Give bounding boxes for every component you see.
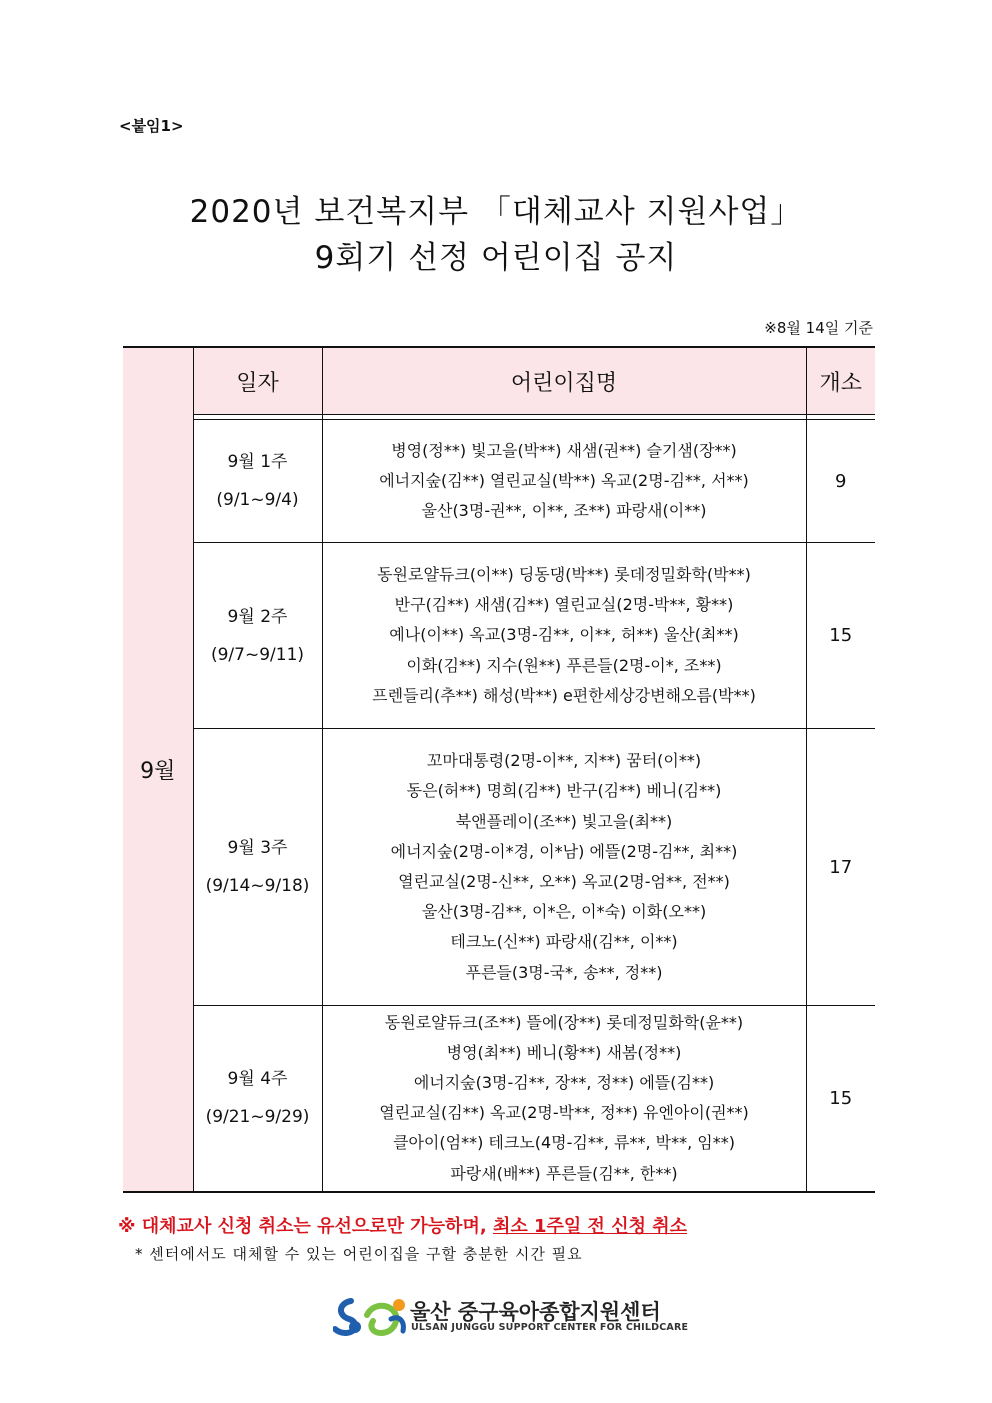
name-line: 동원로얄듀크(조**) 뜰에(장**) 롯데정밀화학(윤**)	[384, 1012, 744, 1032]
name-line: 울산(3명-권**, 이**, 조**) 파랑새(이**)	[421, 501, 707, 521]
center-name: 울산 중구육아종합지원센터	[410, 1300, 661, 1324]
name-line: 병영(정**) 빛고을(박**) 새샘(권**) 슬기샘(장**)	[391, 440, 737, 460]
name-line: 열린교실(김**) 옥교(2명-박**, 정**) 유엔아이(권**)	[379, 1103, 749, 1123]
center-name-english: ULSAN JUNGGU SUPPORT CENTER FOR CHILDCARE	[411, 1322, 689, 1333]
name-line: 예나(이**) 옥교(3명-김**, 이**, 허**) 울산(최**)	[389, 625, 739, 645]
name-line: 열린교실(2명-신**, 오**) 옥교(2명-엄**, 전**)	[398, 872, 730, 891]
name-line: 푸른들(3명-국*, 송**, 정**)	[465, 962, 663, 982]
daycare-names	[322, 420, 806, 543]
name-line: 프렌들리(추**) 해성(박**) e편한세상강변해오름(박**)	[372, 685, 756, 705]
reference-mark: ※	[118, 1216, 136, 1237]
name-line: 병영(최**) 베니(황**) 새봄(정**)	[446, 1042, 682, 1062]
week-label: 9월 1주	[227, 452, 288, 472]
table-row	[123, 1006, 875, 1192]
header-name: 어린이집명	[322, 347, 806, 415]
name-line: 에너지숲(2명-이*경, 이*남) 에뜰(2명-김**, 최**)	[390, 841, 738, 861]
name-line: 동원로얄듀크(이**) 딩동댕(박**) 롯데정밀화학(박**)	[377, 564, 751, 584]
name-line: 에너지숲(김**) 열린교실(박**) 옥교(2명-김**, 서**)	[379, 470, 749, 490]
name-line: 파랑새(배**) 푸른들(김**, 한**)	[450, 1163, 678, 1183]
week-cell	[193, 729, 322, 1006]
week-cell	[193, 420, 322, 543]
count-cell: 9	[806, 420, 875, 543]
attachment-label: <붙임1>	[119, 117, 184, 135]
week-cell	[193, 543, 322, 729]
table-row	[123, 420, 875, 543]
selection-table	[123, 346, 875, 1193]
name-line: 북앤플레이(조**) 빛고을(최**)	[455, 811, 673, 831]
document-title: 2020년 보건복지부 「대체교사 지원사업」	[189, 194, 803, 230]
week-label: 9월 3주	[227, 838, 288, 858]
name-line: 꼬마대통령(2명-이**, 지**) 꿈터(이**)	[426, 751, 702, 771]
month-cell: 9월	[123, 347, 193, 1192]
header-date: 일자	[193, 347, 322, 415]
count-cell: 15	[806, 1006, 875, 1192]
daycare-names	[322, 1006, 806, 1192]
name-line: 반구(김**) 새샘(김**) 열린교실(2명-박**, 황**)	[394, 595, 734, 615]
name-line: 클아이(엄**) 테크노(4명-김**, 류**, 박**, 임**)	[393, 1133, 735, 1153]
name-line: 동은(허**) 명희(김**) 반구(김**) 베니(김**)	[406, 781, 722, 801]
week-range: (9/7~9/11)	[210, 644, 305, 665]
header-count: 개소	[806, 347, 875, 415]
week-range: (9/14~9/18)	[205, 876, 310, 896]
notice-text: 대체교사 신청 취소는 유선으로만 가능하며,	[141, 1216, 487, 1237]
week-range: (9/21~9/29)	[205, 1107, 310, 1128]
week-label: 9월 4주	[227, 1069, 288, 1090]
sub-note: * 센터에서도 대체할 수 있는 어린이집을 구할 충분한 시간 필요	[135, 1245, 583, 1263]
week-label: 9월 2주	[227, 606, 288, 627]
daycare-names	[322, 729, 806, 1006]
table-row	[123, 729, 875, 1006]
basis-date-note: ※8월 14일 기준	[764, 319, 873, 337]
week-range: (9/1~9/4)	[216, 490, 299, 510]
table-row	[123, 543, 875, 729]
name-line: 울산(3명-김**, 이*은, 이*숙) 이화(오**)	[421, 902, 707, 922]
daycare-names	[322, 543, 806, 729]
count-cell: 17	[806, 729, 875, 1006]
name-line: 이화(김**) 지수(원**) 푸른들(2명-이*, 조**)	[406, 655, 722, 675]
count-cell: 15	[806, 543, 875, 729]
week-cell	[193, 1006, 322, 1192]
name-line: 테크노(신**) 파랑새(김**, 이**)	[450, 932, 678, 952]
notice-underlined: 최소 1주일 전 신청 취소	[492, 1216, 688, 1237]
name-line: 에너지숲(3명-김**, 장**, 정**) 에뜰(김**)	[413, 1073, 715, 1093]
document-subtitle: 9회기 선정 어린이집 공지	[314, 240, 678, 276]
cancellation-notice	[118, 1212, 687, 1238]
